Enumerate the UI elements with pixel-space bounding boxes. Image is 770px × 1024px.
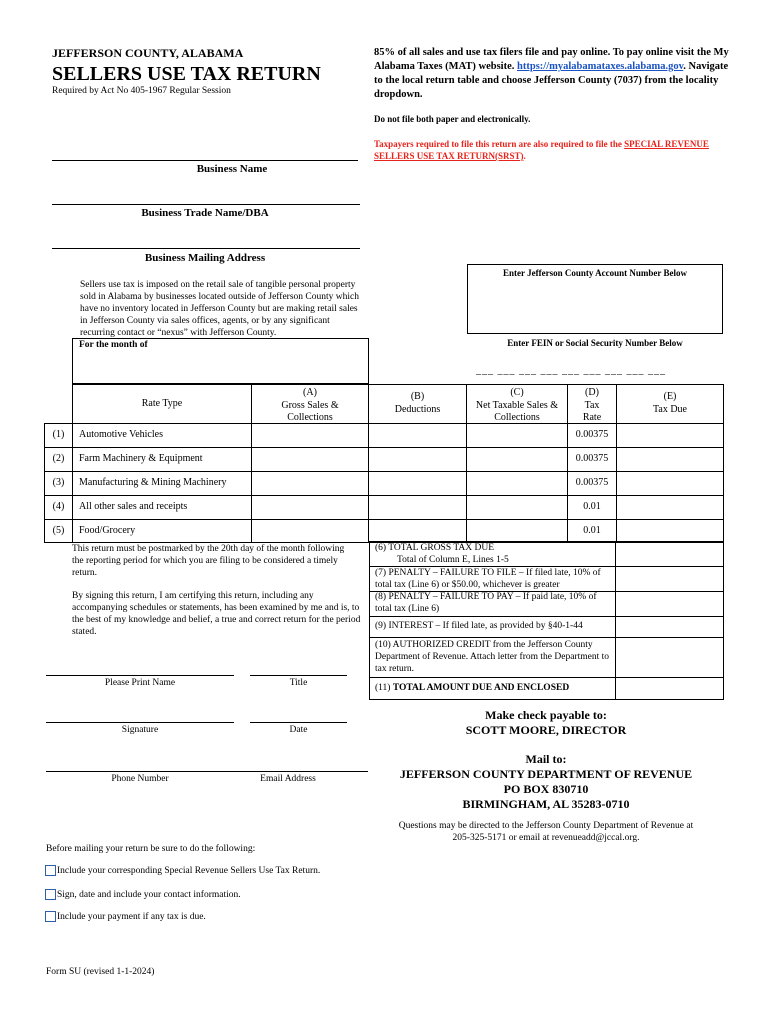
rate-type-label: Rate Type — [141, 398, 183, 409]
tax-due-cell[interactable] — [616, 471, 724, 495]
date-label: Date — [289, 725, 308, 735]
signature-label: Signature — [121, 725, 159, 735]
gross-sales-cell[interactable] — [251, 423, 368, 447]
tax-rate-cell: 0.00375 — [567, 423, 616, 447]
srst-notice — [374, 138, 714, 162]
tax-due-cell[interactable] — [616, 495, 724, 519]
mail-to-label: Mail to: — [525, 752, 567, 766]
account-number-label: Enter Jefferson County Account Number Below — [503, 268, 687, 278]
penalty-file-input[interactable] — [616, 567, 723, 591]
total-gross-sub: Total of Column E, Lines 1-5 — [397, 555, 509, 565]
checkbox-include-srst[interactable] — [45, 865, 56, 876]
checklist-item: Sign, date and include your contact information. — [57, 890, 241, 900]
intro-text: Sellers use tax is imposed on the retail sale of tangible personal property sold in Alabama by businesses located outside of Jefferson County which have no inventory located in Jefferson County but are making retail sales in Jefferson County via sales offices, agents, or by any significant recurring contact or “nexus” with Jefferson County. — [80, 280, 359, 338]
online-text-2: . Navigate to the local return table and choose Jefferson County (7037) from the locality dropdown. — [374, 61, 729, 100]
srst-link[interactable]: SPECIAL REVENUE SELLERS USE TAX RETURN(SRST) — [374, 139, 709, 161]
trade-name-label: Business Trade Name/DBA — [141, 207, 269, 219]
month-box[interactable] — [72, 338, 369, 384]
rate-type-label: Manufacturing & Mining Machinery — [72, 471, 251, 495]
fein-blanks[interactable]: ___ ___ ___ ___ ___ ___ ___ ___ ___ — [476, 365, 666, 376]
phone-line[interactable] — [46, 771, 234, 772]
mailing-address-label: Business Mailing Address — [144, 252, 266, 264]
tax-rate-cell: 0.01 — [567, 495, 616, 519]
postmark-text: This return must be postmarked by the 20th day of the month following the reporting period for which you are filing to be considered a timely return. — [72, 544, 345, 578]
srst-end: . — [523, 151, 526, 161]
signature-line[interactable] — [46, 722, 234, 723]
tax-rate-cell: 0.01 — [567, 519, 616, 543]
interest-label: (9) INTEREST – If filed late, as provided by §40-1-44 — [375, 621, 583, 631]
total-due-text: TOTAL AMOUNT DUE AND ENCLOSED — [392, 683, 570, 693]
title-label: Title — [289, 678, 308, 688]
deductions-cell[interactable] — [368, 495, 466, 519]
total-due-input[interactable] — [616, 678, 723, 699]
mail-block — [380, 752, 712, 812]
rate-type-label: All other sales and receipts — [72, 495, 251, 519]
deductions-cell[interactable] — [368, 519, 466, 543]
net-taxable-cell[interactable] — [466, 519, 567, 543]
tax-due-cell[interactable] — [616, 447, 724, 471]
row-number: (1) — [44, 423, 72, 447]
rate-type-header — [72, 384, 251, 424]
payable-block — [390, 708, 702, 738]
row-number: (5) — [44, 519, 72, 543]
net-taxable-cell[interactable] — [466, 495, 567, 519]
total-due-label — [375, 682, 620, 694]
payable-to-name: SCOTT MOORE, DIRECTOR — [465, 723, 627, 737]
business-name-line[interactable] — [52, 160, 358, 161]
total-gross-label: (6) TOTAL GROSS TAX DUE — [375, 543, 494, 553]
online-notice — [374, 46, 729, 102]
email-label: Email Address — [260, 774, 316, 784]
title-line[interactable] — [250, 675, 347, 676]
net-taxable-cell[interactable] — [466, 423, 567, 447]
col-b-header: (B) Deductions — [368, 384, 466, 424]
checklist-intro: Before mailing your return be sure to do the following: — [46, 844, 256, 854]
mail-city: BIRMINGHAM, AL 35283-0710 — [462, 797, 630, 811]
col-a-header: (A) Gross Sales & Collections — [251, 384, 368, 424]
penalty-pay-input[interactable] — [616, 592, 723, 616]
srst-note-text: Taxpayers required to file this return are also required to file the — [374, 139, 622, 149]
penalty-file-label: (7) PENALTY – FAILURE TO FILE – If filed late, 10% of total tax (Line 6) or $50.00, whichever is greater — [375, 568, 601, 590]
do-not-file-note: Do not file both paper and electronically. — [374, 114, 531, 124]
interest-input[interactable] — [616, 617, 723, 637]
col-d-header: (D) Tax Rate — [567, 384, 616, 424]
account-number-box[interactable] — [467, 264, 723, 334]
checklist-item: Include your corresponding Special Revenue Sellers Use Tax Return. — [57, 866, 321, 876]
checklist-item: Include your payment if any tax is due. — [57, 912, 206, 922]
gross-sales-cell[interactable] — [251, 495, 368, 519]
checkbox-include-payment[interactable] — [45, 911, 56, 922]
row-number: (2) — [44, 447, 72, 471]
mail-po-box: PO BOX 830710 — [503, 782, 589, 796]
print-name-label: Please Print Name — [104, 678, 176, 688]
online-text-1: 85% of all sales and use tax filers file and pay online. To pay online visit the My Alabama Taxes (MAT) website. — [374, 47, 729, 72]
net-taxable-cell[interactable] — [466, 447, 567, 471]
rate-type-label: Automotive Vehicles — [72, 423, 251, 447]
col-e-header: (E) Tax Due — [616, 384, 724, 424]
total-due-num: (11) — [375, 683, 393, 693]
gross-sales-cell[interactable] — [251, 519, 368, 543]
county-name: JEFFERSON COUNTY, ALABAMA — [52, 46, 244, 60]
row-number: (3) — [44, 471, 72, 495]
questions-text: Questions may be directed to the Jefferson County Department of Revenue at 205-325-5171 or email at revenueadd@jccal.org. — [398, 821, 694, 843]
checkbox-sign-date[interactable] — [45, 889, 56, 900]
month-label: For the month of — [79, 340, 148, 350]
form-id: Form SU (revised 1-1-2024) — [46, 967, 155, 977]
tax-due-cell[interactable] — [616, 423, 724, 447]
credit-label: (10) AUTHORIZED CREDIT from the Jefferson County Department of Revenue. Attach letter from the Department to tax return. — [375, 640, 609, 674]
gross-sales-cell[interactable] — [251, 471, 368, 495]
required-by: Required by Act No 405-1967 Regular Session — [52, 86, 231, 96]
fein-label: Enter FEIN or Social Security Number Below — [507, 338, 683, 348]
print-name-line[interactable] — [46, 675, 234, 676]
row-number: (4) — [44, 495, 72, 519]
total-gross-input[interactable] — [616, 542, 723, 566]
mail-dept: JEFFERSON COUNTY DEPARTMENT OF REVENUE — [399, 767, 693, 781]
deductions-cell[interactable] — [368, 447, 466, 471]
rate-type-label: Food/Grocery — [72, 519, 251, 543]
deductions-cell[interactable] — [368, 471, 466, 495]
certify-text: By signing this return, I am certifying this return, including any accompanying schedules or statements, has been examined by me and is, to the best of my knowledge and belief, a true and correct return for the period stated. — [72, 591, 361, 637]
col-c-header: (C) Net Taxable Sales & Collections — [466, 384, 567, 424]
date-line[interactable] — [250, 722, 347, 723]
tax-rate-cell: 0.00375 — [567, 447, 616, 471]
email-line[interactable] — [234, 771, 368, 772]
payable-to-label: Make check payable to: — [485, 708, 607, 722]
gross-sales-cell[interactable] — [251, 447, 368, 471]
phone-label: Phone Number — [111, 774, 169, 784]
tax-rate-cell: 0.00375 — [567, 471, 616, 495]
deductions-cell[interactable] — [368, 423, 466, 447]
net-taxable-cell[interactable] — [466, 471, 567, 495]
total-gross-tax-label — [375, 542, 605, 566]
rate-type-label: Farm Machinery & Equipment — [72, 447, 251, 471]
form-title: SELLERS USE TAX RETURN — [52, 63, 321, 85]
mat-website-link[interactable]: https://myalabamataxes.alabama.gov — [517, 61, 684, 72]
penalty-pay-label: (8) PENALTY – FAILURE TO PAY – If paid late, 10% of total tax (Line 6) — [375, 592, 597, 614]
trade-name-line[interactable] — [52, 204, 360, 205]
mailing-address-line[interactable] — [52, 248, 360, 249]
credit-input[interactable] — [616, 638, 723, 677]
business-name-label: Business Name — [196, 163, 268, 175]
tax-due-cell[interactable] — [616, 519, 724, 543]
